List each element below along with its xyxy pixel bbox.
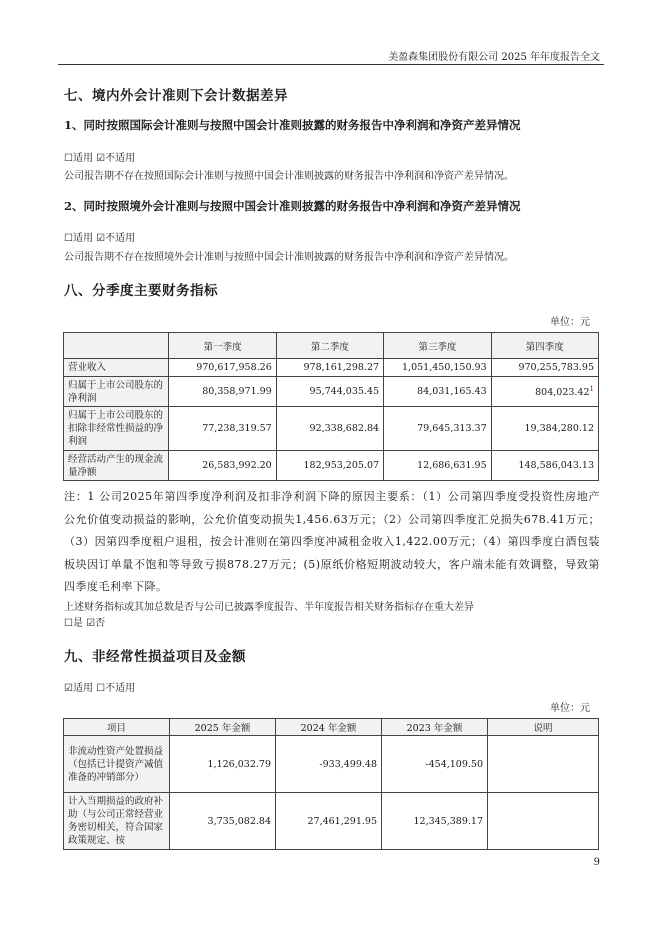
row-label: 经营活动产生的现金流量净额 bbox=[64, 451, 169, 481]
table-row bbox=[64, 451, 599, 481]
table-cell: 84,031,165.43 bbox=[384, 377, 492, 407]
table-cell: 3,735,082.84 bbox=[170, 793, 276, 850]
table-cell: 77,238,319.57 bbox=[169, 407, 276, 451]
table-cell: 970,617,958.26 bbox=[169, 359, 276, 377]
row-label: 计入当期损益的政府补助（与公司正常经营业务密切相关，符合国家政策规定、按 bbox=[64, 793, 170, 850]
table-header-cell: 2023 年金额 bbox=[382, 719, 488, 736]
table-cell bbox=[488, 793, 599, 850]
checkbox-yes: ☐是 bbox=[64, 618, 83, 629]
row-label: 非流动性资产处置损益（包括已计提资产减值准备的冲销部分） bbox=[64, 736, 170, 793]
section-7-2-text: 公司报告期不存在按照境外会计准则与按照中国会计准则披露的财务报告中净利润和净资产差异情况。 bbox=[64, 252, 514, 263]
table-cell: 19,384,280.12 bbox=[491, 407, 598, 451]
row-label: 营业收入 bbox=[64, 359, 169, 377]
cell-value: 804,023.42 bbox=[535, 387, 590, 399]
table-row bbox=[64, 377, 599, 407]
section-9-applicability bbox=[64, 679, 135, 694]
table-header-cell: 说明 bbox=[488, 719, 599, 736]
table-cell: -454,109.50 bbox=[382, 736, 488, 793]
row-label: 归属于上市公司股东的净利润 bbox=[64, 377, 169, 407]
checkbox-not-applicable: ☐不适用 bbox=[96, 683, 136, 694]
table-cell: 26,583,992.20 bbox=[169, 451, 276, 481]
quarterly-note: 注：1 公司2025年第四季度净利润及扣非净利润下降的原因主要系：（1）公司第四季度受投资性房地产公允价值变动损益的影响，公允价值变动损失1,456.63万元；（2）公司第四季度汇兑损失678.41万元；（3）因第四季度租户退租，按会计准则在第四季度冲减租金收入1,422.00万元；（4）第四季度白酒包装板块因订单量不饱和等导致亏损878.27万元；(5)原纸价格短期波动较大，客户端未能有效调整，导致第四季度毛利率下降。 bbox=[64, 490, 600, 593]
header-rule bbox=[58, 64, 604, 65]
section-8-title: 八、分季度主要财务指标 bbox=[64, 283, 218, 299]
table-cell bbox=[491, 377, 598, 407]
section-7-2-applicability bbox=[64, 229, 135, 244]
checkbox-applicable: ☐适用 bbox=[64, 233, 93, 244]
difference-question: 上述财务指标或其加总数是否与公司已披露季度报告、半年度报告相关财务指标存在重大差异 bbox=[64, 602, 474, 613]
table-cell: 978,161,298.27 bbox=[276, 359, 383, 377]
section-7-title: 七、境内外会计准则下会计数据差异 bbox=[64, 88, 288, 104]
section-7-1-title: 1、同时按照国际会计准则与按照中国会计准则披露的财务报告中净利润和净资产差异情况 bbox=[64, 118, 521, 132]
non-recurring-items-table bbox=[63, 718, 599, 850]
table-row bbox=[64, 359, 599, 377]
table-row bbox=[64, 736, 599, 793]
section-8-unit: 单位：元 bbox=[550, 317, 590, 328]
row-label: 归属于上市公司股东的扣除非经常性损益的净利润 bbox=[64, 407, 169, 451]
checkbox-applicable: ☐适用 bbox=[64, 153, 93, 164]
section-9-unit: 单位：元 bbox=[550, 703, 590, 714]
table-header-cell: 2025 年金额 bbox=[170, 719, 276, 736]
checkbox-applicable: ☑适用 bbox=[64, 683, 93, 694]
table-cell: 27,461,291.95 bbox=[276, 793, 382, 850]
table-cell: 12,345,389.17 bbox=[382, 793, 488, 850]
table-header-cell: 2024 年金额 bbox=[276, 719, 382, 736]
section-7-1-applicability bbox=[64, 149, 135, 164]
table-row bbox=[64, 407, 599, 451]
table-cell: 1,126,032.79 bbox=[170, 736, 276, 793]
table-cell: 79,645,313.37 bbox=[384, 407, 492, 451]
section-7-1-text: 公司报告期不存在按照国际会计准则与按照中国会计准则披露的财务报告中净利润和净资产差异情况。 bbox=[64, 171, 514, 182]
page-number: 9 bbox=[593, 857, 600, 868]
table-header-cell bbox=[64, 333, 169, 359]
table-cell: 92,338,682.84 bbox=[276, 407, 383, 451]
table-header-cell: 项目 bbox=[64, 719, 170, 736]
table-cell: 80,358,971.99 bbox=[169, 377, 276, 407]
table-row bbox=[64, 793, 599, 850]
table-header-cell: 第三季度 bbox=[384, 333, 492, 359]
checkbox-not-applicable: ☑不适用 bbox=[96, 153, 136, 164]
table-header-cell: 第一季度 bbox=[169, 333, 276, 359]
table-cell bbox=[488, 736, 599, 793]
section-7-2-title: 2、同时按照境外会计准则与按照中国会计准则披露的财务报告中净利润和净资产差异情况 bbox=[64, 199, 521, 213]
quarterly-financials-table bbox=[63, 332, 599, 481]
table-cell: 1,051,450,150.93 bbox=[384, 359, 492, 377]
table-cell: 95,744,035.45 bbox=[276, 377, 383, 407]
footnote-marker: 1 bbox=[589, 384, 594, 393]
table-cell: -933,499.48 bbox=[276, 736, 382, 793]
table-header-cell: 第二季度 bbox=[276, 333, 383, 359]
difference-answer bbox=[64, 614, 105, 629]
table-header-cell: 第四季度 bbox=[491, 333, 598, 359]
table-cell: 12,686,631.95 bbox=[384, 451, 492, 481]
checkbox-not-applicable: ☑不适用 bbox=[96, 233, 136, 244]
table-cell: 148,586,043.13 bbox=[491, 451, 598, 481]
document-header: 美盈森集团股份有限公司 2025 年年度报告全文 bbox=[388, 52, 600, 63]
table-header-row bbox=[64, 333, 599, 359]
checkbox-no: ☑否 bbox=[86, 618, 106, 629]
table-cell: 970,255,783.95 bbox=[491, 359, 598, 377]
table-header-row bbox=[64, 719, 599, 736]
section-9-title: 九、非经常性损益项目及金额 bbox=[64, 649, 246, 665]
table-cell: 182,953,205.07 bbox=[276, 451, 383, 481]
